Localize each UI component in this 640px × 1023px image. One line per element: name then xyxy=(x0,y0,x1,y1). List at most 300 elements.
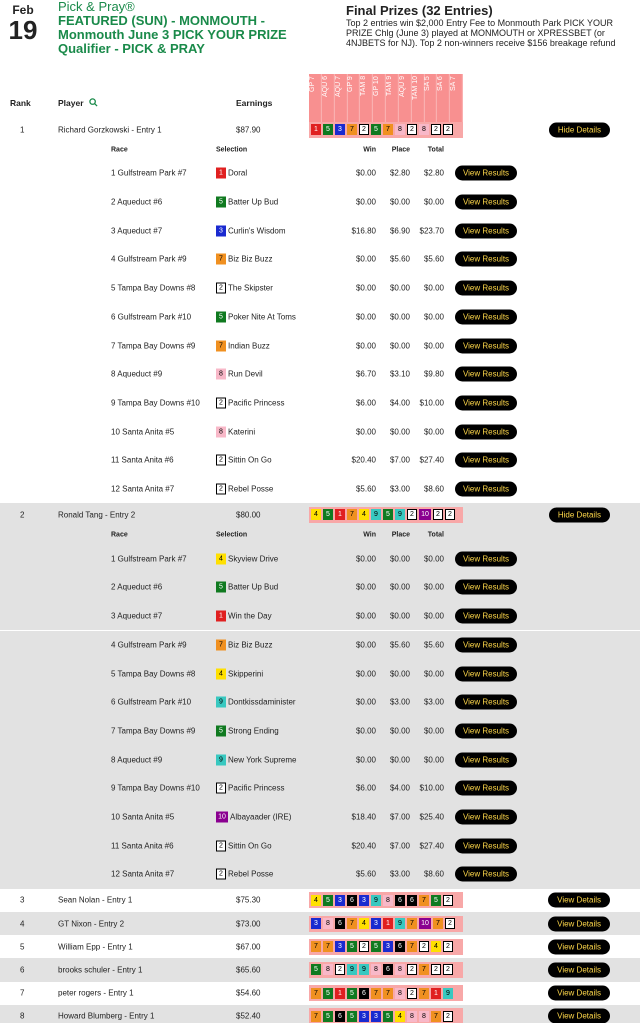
view-results-button[interactable]: View Results xyxy=(455,166,517,181)
earnings-cell: $67.00 xyxy=(236,942,261,952)
pick-chip: 7 xyxy=(216,254,226,265)
pick-chip: 8 xyxy=(407,1011,417,1022)
player-name[interactable]: Ronald Tang - Entry 2 xyxy=(58,510,136,520)
pick-chip: 5 xyxy=(323,124,333,135)
detail-race: 10 Santa Anita #5 xyxy=(111,427,175,437)
player-name[interactable]: Howard Blumberg - Entry 1 xyxy=(58,1011,155,1021)
detail-place: $5.60 xyxy=(389,254,410,264)
view-results-button[interactable]: View Results xyxy=(455,609,517,624)
view-results-button[interactable]: View Results xyxy=(455,338,517,353)
detail-race: 5 Tampa Bay Downs #8 xyxy=(111,669,196,679)
view-results-button[interactable]: View Results xyxy=(455,309,517,324)
detail-total: $0.00 xyxy=(423,611,444,621)
pick-chip: 4 xyxy=(311,509,321,520)
detail-selection xyxy=(216,311,296,322)
player-name[interactable]: brooks schuler - Entry 1 xyxy=(58,965,143,975)
picks-strip xyxy=(309,939,463,955)
horse-name: Indian Buzz xyxy=(228,341,270,351)
horse-name: Skyview Drive xyxy=(228,554,279,564)
detail-col-win: Win xyxy=(363,531,376,539)
pick-chip: 2 xyxy=(216,283,226,294)
horse-name: Biz Biz Buzz xyxy=(228,254,273,264)
detail-race: 6 Gulfstream Park #10 xyxy=(111,312,192,322)
pick-chip: 1 xyxy=(383,918,393,929)
pick-chip: 5 xyxy=(216,582,226,593)
detail-total: $0.00 xyxy=(423,341,444,351)
pick-chip: 2 xyxy=(419,941,429,952)
pick-chip: 7 xyxy=(216,639,226,650)
detail-win: $0.00 xyxy=(355,554,376,564)
pick-chip: 4 xyxy=(311,895,321,906)
detail-total: $5.60 xyxy=(423,254,444,264)
picks-strip xyxy=(309,962,463,978)
pick-chip: 7 xyxy=(419,964,429,975)
detail-row xyxy=(0,475,640,504)
pick-chip: 5 xyxy=(216,311,226,322)
pick-chip: 3 xyxy=(371,1011,381,1022)
rank-cell: 1 xyxy=(20,125,25,134)
horse-name: Biz Biz Buzz xyxy=(228,640,273,650)
page-header xyxy=(0,0,640,72)
pick-chip: 2 xyxy=(445,509,455,520)
date-day: 19 xyxy=(8,15,38,45)
pick-chip: 8 xyxy=(216,426,226,437)
pick-chip: 7 xyxy=(347,918,357,929)
horse-name: Rebel Posse xyxy=(228,484,274,494)
detail-total: $27.40 xyxy=(419,841,444,851)
detail-row xyxy=(0,688,640,717)
pick-chip: 3 xyxy=(359,1011,369,1022)
player-name[interactable]: peter rogers - Entry 1 xyxy=(58,988,134,998)
table-row xyxy=(0,1005,640,1023)
detail-race: 4 Gulfstream Park #9 xyxy=(111,254,187,264)
detail-win: $0.00 xyxy=(355,283,376,293)
view-results-button[interactable]: View Results xyxy=(455,223,517,238)
pick-chip: 6 xyxy=(347,895,357,906)
picks-strip xyxy=(309,985,463,1001)
rank-cell: 2 xyxy=(20,510,25,520)
race-header: SA 7 xyxy=(450,74,463,138)
detail-place: $3.00 xyxy=(389,484,410,494)
detail-win: $0.00 xyxy=(355,341,376,351)
detail-total: $25.40 xyxy=(419,812,444,822)
pick-chip: 2 xyxy=(216,840,226,851)
view-results-button[interactable]: View Results xyxy=(455,723,517,738)
detail-win: $16.80 xyxy=(351,226,376,236)
race-header: SA 5 xyxy=(424,74,437,138)
contest-title xyxy=(58,0,338,56)
view-results-button[interactable]: View Results xyxy=(455,838,517,853)
pick-chip: 3 xyxy=(371,918,381,929)
detail-race: 8 Aqueduct #9 xyxy=(111,755,163,765)
pick-chip: 4 xyxy=(359,509,369,520)
pick-chip: 8 xyxy=(323,918,333,929)
player-name[interactable]: Sean Nolan - Entry 1 xyxy=(58,895,133,905)
detail-total: $0.00 xyxy=(423,554,444,564)
hide-details-button[interactable]: Hide Details xyxy=(549,122,610,137)
horse-name: Batter Up Bud xyxy=(228,197,279,207)
detail-selection xyxy=(216,553,278,564)
pick-chip: 4 xyxy=(216,668,226,679)
detail-race: 1 Gulfstream Park #7 xyxy=(111,168,187,178)
table-row xyxy=(0,118,640,141)
view-details-button[interactable]: View Details xyxy=(548,916,610,931)
detail-col-win: Win xyxy=(363,146,376,154)
pick-chip: 3 xyxy=(383,941,393,952)
pick-chip: 8 xyxy=(216,369,226,380)
detail-selection xyxy=(216,397,284,408)
pick-chip: 9 xyxy=(371,509,381,520)
table-row xyxy=(0,503,640,526)
view-details-button[interactable]: View Details xyxy=(548,893,610,908)
detail-win: $5.60 xyxy=(355,869,376,879)
detail-total: $10.00 xyxy=(419,398,444,408)
detail-total: $0.00 xyxy=(423,726,444,736)
col-rank-header: Rank xyxy=(10,98,31,108)
detail-race: 12 Santa Anita #7 xyxy=(111,484,175,494)
pick-chip: 2 xyxy=(445,918,455,929)
pick-chip: 2 xyxy=(407,124,417,135)
view-results-button[interactable]: View Results xyxy=(455,367,517,382)
view-results-button[interactable]: View Results xyxy=(455,281,517,296)
pick-chip: 3 xyxy=(359,895,369,906)
final-prizes-title: Final Prizes (32 Entries) xyxy=(346,3,493,18)
detail-selection xyxy=(216,783,284,794)
view-results-button[interactable]: View Results xyxy=(455,195,517,210)
horse-name: Pacific Princess xyxy=(228,398,285,408)
table-row xyxy=(0,912,640,935)
pick-chip: 8 xyxy=(371,964,381,975)
detail-win: $0.00 xyxy=(355,697,376,707)
view-results-button[interactable]: View Results xyxy=(455,637,517,652)
detail-selection xyxy=(216,812,291,823)
detail-win: $18.40 xyxy=(351,812,376,822)
race-header: AQU 9 xyxy=(399,74,412,138)
detail-race: 12 Santa Anita #7 xyxy=(111,869,175,879)
picks-strip xyxy=(309,1008,463,1023)
pick-chip: 7 xyxy=(323,941,333,952)
view-results-button[interactable]: View Results xyxy=(455,752,517,767)
rank-cell: 3 xyxy=(20,895,25,905)
col-player-label: Player xyxy=(58,98,84,108)
view-results-button[interactable]: View Results xyxy=(455,695,517,710)
view-results-button[interactable]: View Results xyxy=(455,810,517,825)
race-header: AQU 6 xyxy=(322,74,335,138)
horse-name: The Skipster xyxy=(228,283,273,293)
detail-place: $0.00 xyxy=(389,554,410,564)
detail-total: $5.60 xyxy=(423,640,444,650)
earnings-cell: $54.60 xyxy=(236,988,261,998)
earnings-cell: $87.90 xyxy=(236,125,261,134)
detail-row xyxy=(0,360,640,389)
detail-col-selection: Selection xyxy=(216,531,248,539)
detail-race: 9 Tampa Bay Downs #10 xyxy=(111,398,200,408)
detail-place: $3.10 xyxy=(389,369,410,379)
detail-place: $4.00 xyxy=(389,783,410,793)
view-results-button[interactable]: View Results xyxy=(455,867,517,882)
detail-selection xyxy=(216,254,272,265)
rank-cell: 8 xyxy=(20,1011,25,1021)
detail-race: 9 Tampa Bay Downs #10 xyxy=(111,783,200,793)
detail-race: 11 Santa Anita #6 xyxy=(111,841,174,851)
pick-chip: 4 xyxy=(359,918,369,929)
detail-col-race: Race xyxy=(111,531,128,539)
detail-win: $20.40 xyxy=(351,455,376,465)
pick-chip: 1 xyxy=(216,168,226,179)
view-details-button[interactable]: View Details xyxy=(548,939,610,954)
detail-place: $3.00 xyxy=(389,697,410,707)
detail-win: $0.00 xyxy=(355,197,376,207)
detail-row xyxy=(0,803,640,832)
pick-chip: 3 xyxy=(311,918,321,929)
horse-name: Rebel Posse xyxy=(228,869,274,879)
race-header: GP 9 xyxy=(347,74,360,138)
pick-chip: 2 xyxy=(443,895,453,906)
pick-chip: 3 xyxy=(335,124,345,135)
detail-place: $0.00 xyxy=(389,197,410,207)
pick-chip: 8 xyxy=(395,124,405,135)
contest-title-line-3: Qualifier - PICK & PRAY xyxy=(58,41,205,56)
horse-name: Pacific Princess xyxy=(228,783,285,793)
detail-win: $20.40 xyxy=(351,841,376,851)
view-results-button[interactable]: View Results xyxy=(455,666,517,681)
pick-chip: 4 xyxy=(395,1011,405,1022)
detail-row xyxy=(0,446,640,475)
search-icon[interactable] xyxy=(89,98,98,109)
detail-win: $5.60 xyxy=(355,484,376,494)
final-prizes-text: Top 2 entries win $2,000 Entry Fee to Monmouth Park PICK YOUR PRIZE Chlg (June 3) played at MONMOUTH or XPRESSBET (or 4NJBETS for NJ). Top 2 non-winners receive $156 breakage refund xyxy=(346,18,616,48)
pick-chip: 2 xyxy=(407,988,417,999)
detail-selection xyxy=(216,225,286,236)
pick-chip: 9 xyxy=(216,697,226,708)
earnings-cell: $52.40 xyxy=(236,1011,261,1021)
detail-win: $0.00 xyxy=(355,312,376,322)
detail-selection xyxy=(216,426,255,437)
pick-chip: 5 xyxy=(371,941,381,952)
horse-name: Run Devil xyxy=(228,369,263,379)
pick-chip: 6 xyxy=(359,988,369,999)
pick-chip: 5 xyxy=(431,895,441,906)
detail-selection xyxy=(216,639,272,650)
rank-cell: 4 xyxy=(20,919,25,929)
pick-chip: 8 xyxy=(323,964,333,975)
pick-chip: 4 xyxy=(431,941,441,952)
pick-chip: 10 xyxy=(419,918,431,929)
horse-name: New York Supreme xyxy=(228,755,297,765)
player-name[interactable]: GT Nixon - Entry 2 xyxy=(58,919,125,929)
detail-win: $0.00 xyxy=(355,254,376,264)
pick-chip: 2 xyxy=(216,397,226,408)
detail-row xyxy=(0,303,640,332)
earnings-cell: $75.30 xyxy=(236,895,261,905)
view-details-button[interactable]: View Details xyxy=(548,1009,610,1023)
view-results-button[interactable]: View Results xyxy=(455,395,517,410)
detail-total: $0.00 xyxy=(423,197,444,207)
detail-header-row xyxy=(0,526,640,544)
table-row xyxy=(0,889,640,912)
detail-win: $6.00 xyxy=(355,783,376,793)
picks-strip xyxy=(309,892,463,908)
pick-chip: 9 xyxy=(443,988,453,999)
detail-row xyxy=(0,389,640,418)
rank-cell: 6 xyxy=(20,965,25,975)
detail-race: 3 Aqueduct #7 xyxy=(111,611,163,621)
rank-cell: 7 xyxy=(20,988,25,998)
pick-chip: 2 xyxy=(359,124,369,135)
pick-chip: 2 xyxy=(216,484,226,495)
horse-name: Skipperini xyxy=(228,669,264,679)
horse-name: Dontkissdaminister xyxy=(228,697,296,707)
view-details-button[interactable]: View Details xyxy=(548,986,610,1001)
pick-chip: 6 xyxy=(335,1011,345,1022)
detail-row xyxy=(0,159,640,188)
pick-chip: 2 xyxy=(407,509,417,520)
earnings-cell: $80.00 xyxy=(236,510,261,520)
detail-win: $0.00 xyxy=(355,427,376,437)
detail-place: $0.00 xyxy=(389,341,410,351)
pick-chip: 7 xyxy=(407,918,417,929)
detail-col-place: Place xyxy=(391,146,410,154)
hide-details-button[interactable]: Hide Details xyxy=(549,507,610,522)
view-results-button[interactable]: View Results xyxy=(455,453,517,468)
detail-row xyxy=(0,745,640,774)
contest-title-line-1: FEATURED (SUN) - MONMOUTH - xyxy=(58,13,266,28)
detail-place: $0.00 xyxy=(389,755,410,765)
date-badge xyxy=(6,3,40,43)
pick-chip: 6 xyxy=(383,964,393,975)
detail-win: $0.00 xyxy=(355,669,376,679)
detail-row xyxy=(0,544,640,573)
detail-race: 5 Tampa Bay Downs #8 xyxy=(111,283,196,293)
pick-chip: 7 xyxy=(419,895,429,906)
col-earnings-header: Earnings xyxy=(236,98,273,108)
pick-chip: 3 xyxy=(216,225,226,236)
pick-chip: 6 xyxy=(407,895,417,906)
detail-total: $8.60 xyxy=(423,869,444,879)
detail-total: $0.00 xyxy=(423,582,444,592)
earnings-cell: $65.60 xyxy=(236,965,261,975)
detail-selection xyxy=(216,668,263,679)
detail-race: 1 Gulfstream Park #7 xyxy=(111,554,187,564)
detail-total: $23.70 xyxy=(419,226,444,236)
pick-chip: 8 xyxy=(395,988,405,999)
pick-chip: 10 xyxy=(419,509,431,520)
pick-chip: 7 xyxy=(433,918,443,929)
pick-chip: 9 xyxy=(395,509,405,520)
race-header: TAM 10 xyxy=(412,74,425,138)
detail-win: $6.00 xyxy=(355,398,376,408)
race-header: AQU 7 xyxy=(335,74,348,138)
view-results-button[interactable]: View Results xyxy=(455,424,517,439)
player-name[interactable]: William Epp - Entry 1 xyxy=(58,942,133,952)
pick-chip: 3 xyxy=(335,895,345,906)
view-details-button[interactable]: View Details xyxy=(548,962,610,977)
detail-place: $7.00 xyxy=(389,841,410,851)
pick-chip: 8 xyxy=(395,964,405,975)
detail-race: 11 Santa Anita #6 xyxy=(111,455,174,465)
pick-chip: 7 xyxy=(347,509,357,520)
pick-chip: 2 xyxy=(443,964,453,975)
view-results-button[interactable]: View Results xyxy=(455,482,517,497)
detail-place: $0.00 xyxy=(389,726,410,736)
detail-row xyxy=(0,659,640,688)
detail-total: $0.00 xyxy=(423,427,444,437)
race-header: GP 7 xyxy=(309,74,322,138)
detail-selection xyxy=(216,840,272,851)
view-results-button[interactable]: View Results xyxy=(455,551,517,566)
pick-chip: 1 xyxy=(335,988,345,999)
detail-place: $0.00 xyxy=(389,582,410,592)
pick-chip: 2 xyxy=(359,941,369,952)
detail-place: $7.00 xyxy=(389,455,410,465)
pick-chip: 7 xyxy=(431,1011,441,1022)
pick-chip: 1 xyxy=(216,611,226,622)
pick-chip: 8 xyxy=(419,124,429,135)
detail-col-total: Total xyxy=(427,531,444,539)
pick-chip: 2 xyxy=(431,124,441,135)
pick-chip: 4 xyxy=(216,553,226,564)
pick-chip: 2 xyxy=(433,509,443,520)
race-header: TAM 8 xyxy=(360,74,373,138)
detail-selection xyxy=(216,697,296,708)
pick-chip: 9 xyxy=(347,964,357,975)
view-results-button[interactable]: View Results xyxy=(455,580,517,595)
pick-chip: 7 xyxy=(311,988,321,999)
detail-place: $5.60 xyxy=(389,640,410,650)
horse-name: Sittin On Go xyxy=(228,841,272,851)
pick-chip: 5 xyxy=(323,509,333,520)
detail-race: 7 Tampa Bay Downs #9 xyxy=(111,341,196,351)
pick-chip: 5 xyxy=(347,988,357,999)
table-row xyxy=(0,935,640,958)
detail-selection xyxy=(216,455,272,466)
detail-row xyxy=(0,602,640,631)
pick-chip: 5 xyxy=(323,1011,333,1022)
pick-chip: 2 xyxy=(443,941,453,952)
detail-col-selection: Selection xyxy=(216,146,248,154)
horse-name: Curlin's Wisdom xyxy=(228,226,286,236)
detail-selection xyxy=(216,754,296,765)
pick-chip: 2 xyxy=(443,124,453,135)
player-name[interactable]: Richard Gorzkowski - Entry 1 xyxy=(58,125,162,134)
detail-win: $0.00 xyxy=(355,582,376,592)
pick-chip: 7 xyxy=(311,1011,321,1022)
pick-chip: 5 xyxy=(323,895,333,906)
pick-chip: 7 xyxy=(383,124,393,135)
horse-name: Win the Day xyxy=(228,611,272,621)
horse-name: Albayaader (IRE) xyxy=(230,812,292,822)
detail-win: $0.00 xyxy=(355,755,376,765)
detail-header-row xyxy=(0,141,640,159)
contest-subtitle: Pick & Pray® xyxy=(58,0,135,14)
pick-chip: 5 xyxy=(347,1011,357,1022)
pick-chip: 2 xyxy=(335,964,345,975)
pick-chip: 5 xyxy=(216,725,226,736)
pick-chip: 1 xyxy=(311,124,321,135)
detail-win: $0.00 xyxy=(355,726,376,736)
detail-place: $2.80 xyxy=(389,168,410,178)
pick-chip: 2 xyxy=(216,455,226,466)
horse-name: Sittin On Go xyxy=(228,455,272,465)
view-results-button[interactable]: View Results xyxy=(455,781,517,796)
pick-chip: 9 xyxy=(216,754,226,765)
pick-chip: 9 xyxy=(395,918,405,929)
detail-place: $7.00 xyxy=(389,812,410,822)
view-results-button[interactable]: View Results xyxy=(455,252,517,267)
detail-total: $3.00 xyxy=(423,697,444,707)
detail-selection xyxy=(216,611,272,622)
pick-chip: 6 xyxy=(395,941,405,952)
